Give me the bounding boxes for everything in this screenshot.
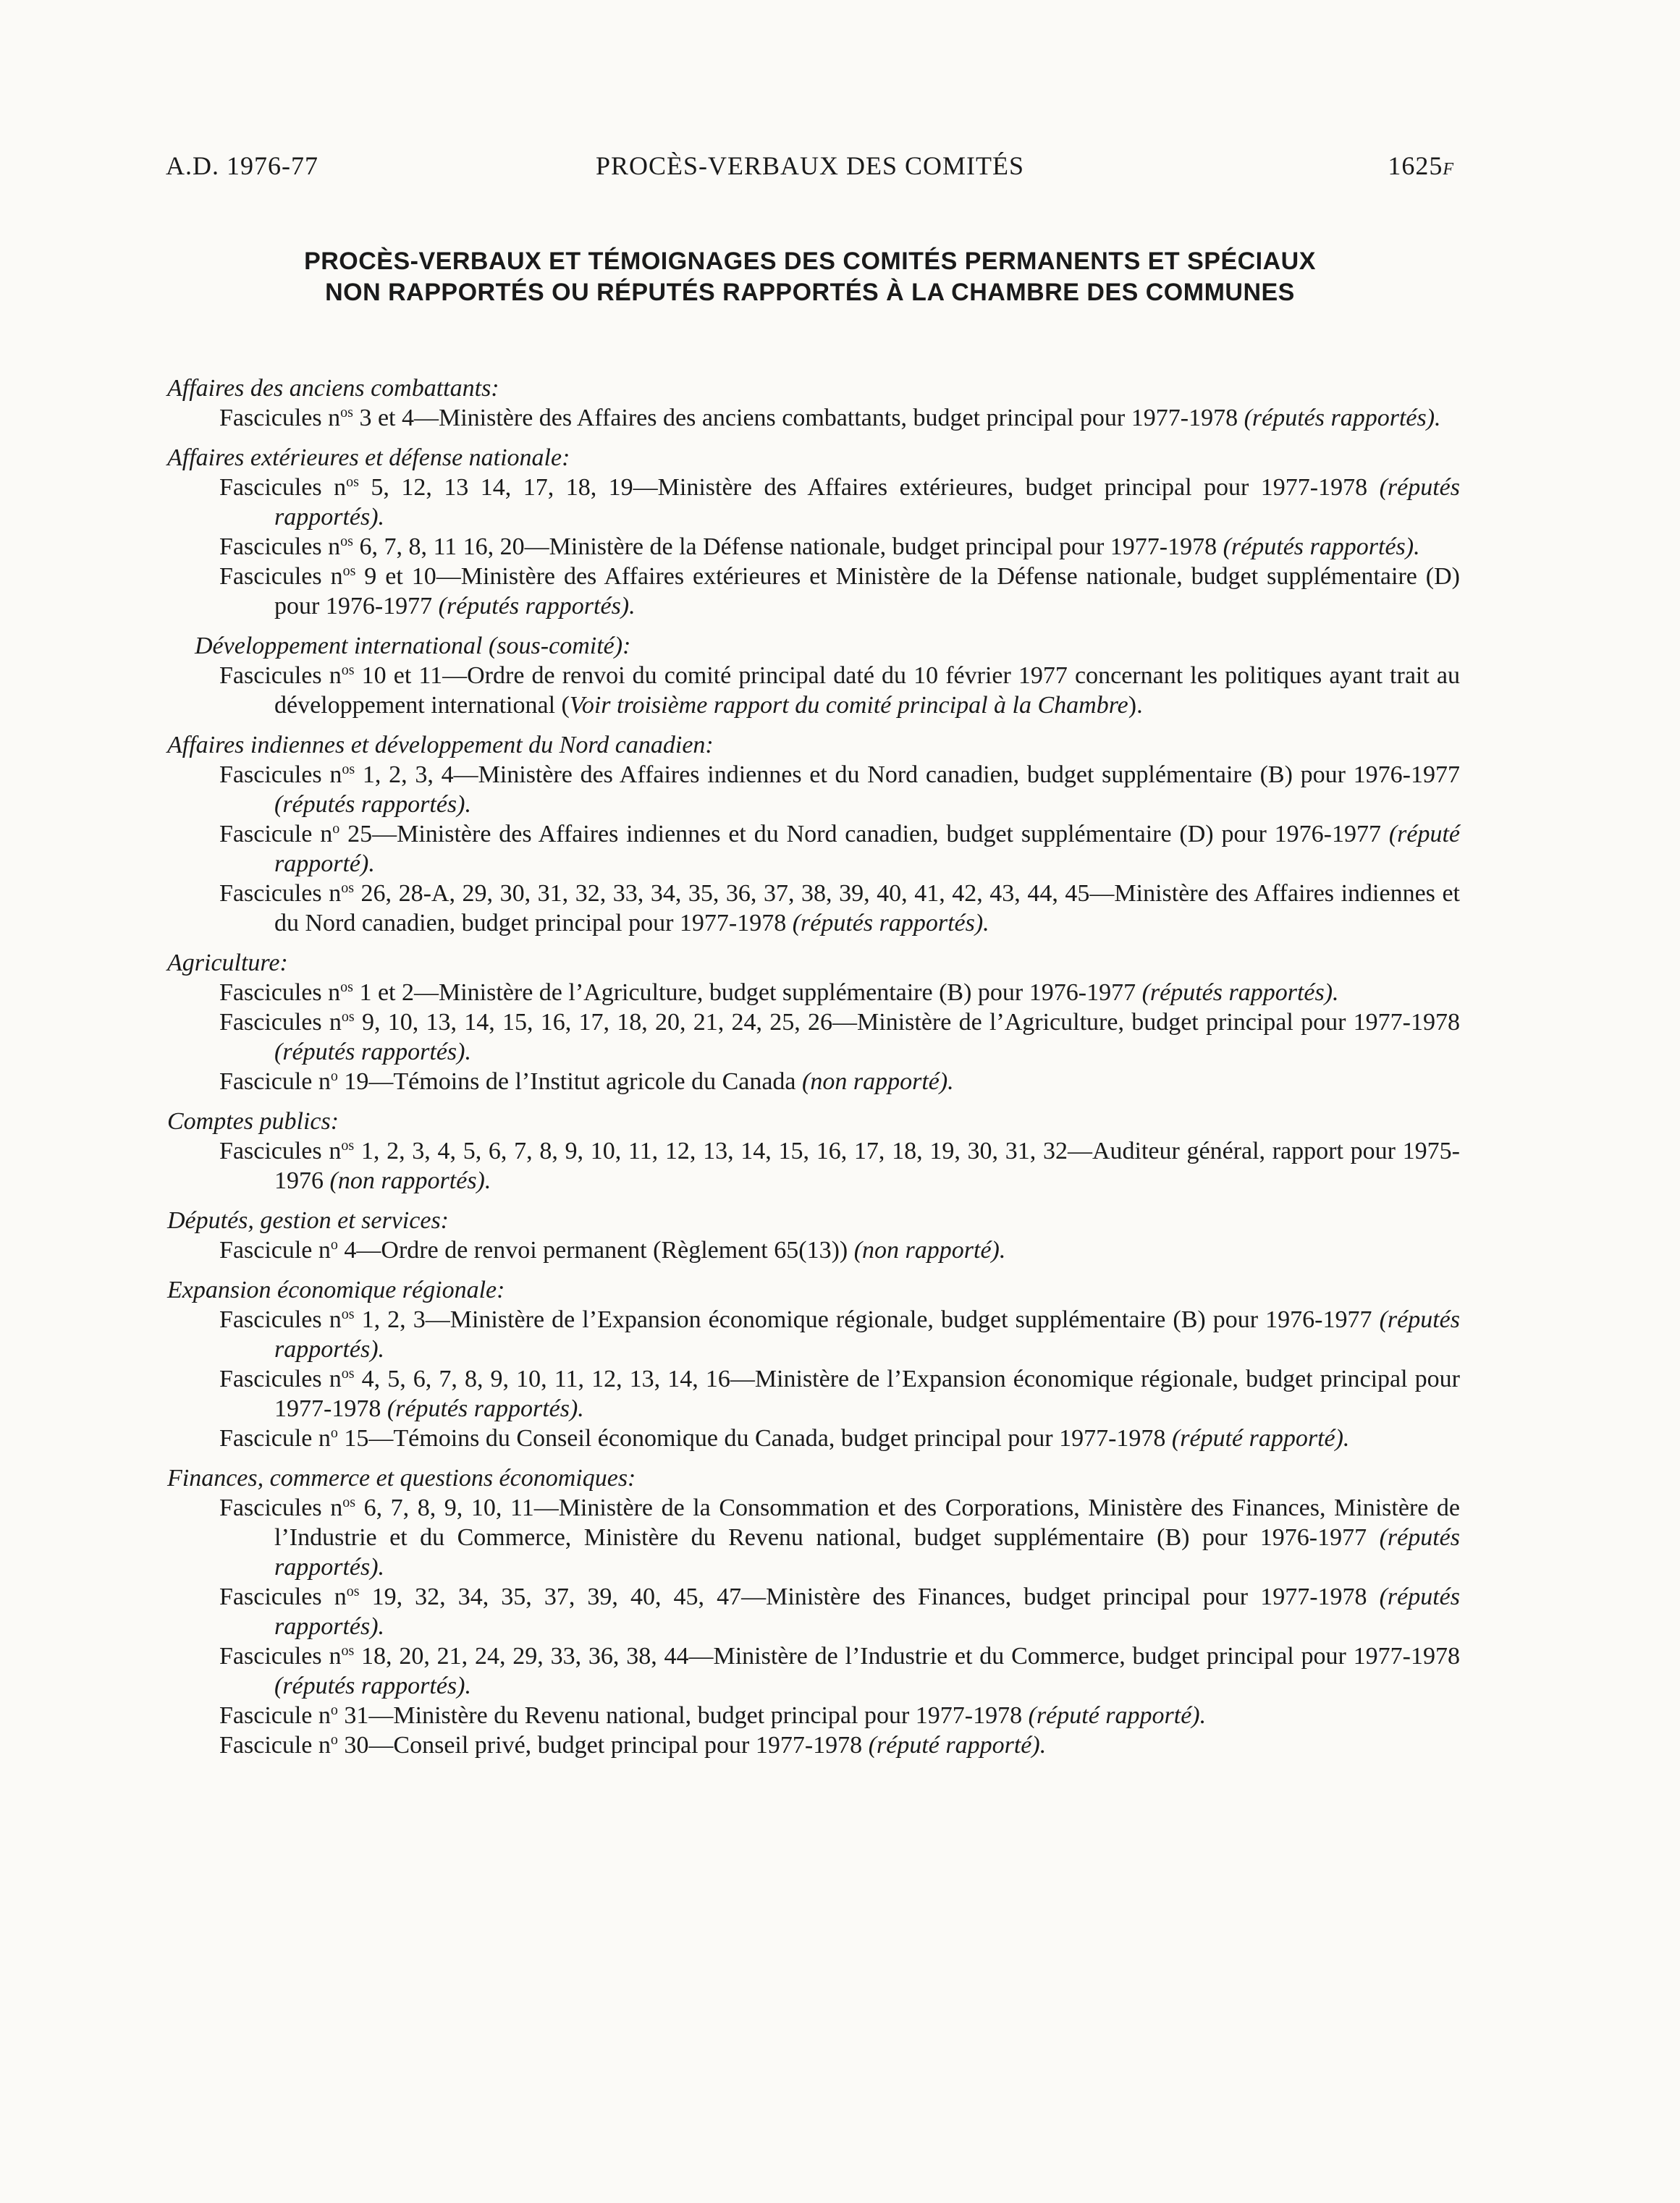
entry-number-sup: os xyxy=(341,1306,355,1322)
entry-number-sup: os xyxy=(341,662,355,678)
committee-section xyxy=(166,1463,1460,1760)
entry-text: 1, 2, 3, 4, 5, 6, 7, 8, 9, 10, 11, 12, 13, 14, 15, 16, 17, 18, 19, 30, 31, 32—Auditeur général, rapport pour 1975-1976 xyxy=(274,1138,1461,1194)
entry-status: (réputé rapporté). xyxy=(274,821,1460,877)
entry-label: Fascicules xyxy=(219,474,322,501)
entry-label: Fascicules xyxy=(219,662,322,689)
entry-label: Fascicules xyxy=(219,405,322,431)
entry-text: 30—Conseil privé, budget principal pour 1977-1978 xyxy=(337,1732,869,1759)
entry-status: (réputés rapportés). xyxy=(274,474,1460,530)
fascicule-entry: Fascicules $n^{os}$ 3 et 4—Ministère des Affaires des anciens combattants, budget principal pour 1977-1978 (réputés rapportés). xyxy=(219,405,1441,431)
committee-section xyxy=(166,1275,1460,1453)
section-title: Affaires des anciens combattants: xyxy=(167,375,499,402)
section-title: Agriculture: xyxy=(167,950,288,976)
committee-section xyxy=(166,443,1460,621)
page-number xyxy=(1388,151,1454,181)
committee-section xyxy=(166,730,1460,938)
entry-status: (réputés rapportés). xyxy=(1223,533,1420,560)
entry-status: (réputés rapportés). xyxy=(274,1524,1460,1581)
entry-text: 6, 7, 8, 11 16, 20—Ministère de la Défense nationale, budget principal pour 1977-1978 xyxy=(353,533,1223,560)
entry-text: 15—Témoins du Conseil économique du Canada, budget principal pour 1977-1978 xyxy=(337,1425,1172,1452)
entry-status: (réputé rapporté). xyxy=(868,1732,1047,1759)
entry-status: (réputés rapportés). xyxy=(387,1395,584,1422)
entry-label: Fascicule xyxy=(219,821,313,847)
entry-label: Fascicule xyxy=(219,1237,313,1264)
entry-number-sup: os xyxy=(342,761,355,777)
running-head-year: A.D. 1976-77 xyxy=(166,151,318,180)
entry-label: Fascicules xyxy=(219,1366,322,1392)
page-number-suffix: F xyxy=(1443,160,1454,179)
committee-section xyxy=(166,631,1460,720)
entry-label: Fascicule xyxy=(219,1732,313,1759)
entry-number-sup: o xyxy=(332,821,340,837)
entry-status: (réputés rapportés). xyxy=(274,1673,471,1699)
committee-list xyxy=(166,373,1460,1770)
fascicule-entry: Fascicules $n^{os}$ 4, 5, 6, 7, 8, 9, 10, 11, 12, 13, 14, 16—Ministère de l’Expansion économique régionale, budget principal pour 1977-1978 (réputés rapportés). xyxy=(219,1366,1461,1422)
entry-label: Fascicule xyxy=(219,1068,313,1095)
entry-status: (réputés rapportés). xyxy=(792,910,989,936)
section-title: Députés, gestion et services: xyxy=(167,1207,449,1234)
entry-status: (non rapporté). xyxy=(802,1068,954,1095)
entry-text: 5, 12, 13 14, 17, 18, 19—Ministère des Affaires extérieures, budget principal pour 1977-1978 xyxy=(358,474,1380,501)
entry-label: Fascicules xyxy=(219,1494,322,1521)
entry-label: Fascicules xyxy=(219,1583,322,1610)
page-title xyxy=(166,246,1454,308)
entry-label: Fascicules xyxy=(219,979,322,1006)
entry-number-sup: os xyxy=(340,979,353,995)
fascicule-entry: Fascicules $n^{os}$ 1, 2, 3—Ministère de l’Expansion économique régionale, budget supplémentaire (B) pour 1976-1977 (réputés rapportés). xyxy=(219,1306,1460,1363)
page-title-line-1: PROCÈS-VERBAUX ET TÉMOIGNAGES DES COMITÉS PERMANENTS ET SPÉCIAUX xyxy=(304,248,1316,275)
fascicule-entry: Fascicules $n^{os}$ 18, 20, 21, 24, 29, 33, 36, 38, 44—Ministère de l’Industrie et du Commerce, budget principal pour 1977-1978 (réputés rapportés). xyxy=(219,1643,1460,1699)
section-title: Développement international (sous-comité): xyxy=(195,633,631,659)
fascicule-entry: Fascicules $n^{os}$ 1, 2, 3, 4, 5, 6, 7, 8, 9, 10, 11, 12, 13, 14, 15, 16, 17, 18, 19, 30, 31, 32—Auditeur général, rapport pour 1975-1976 (non rapportés). xyxy=(219,1138,1461,1194)
entry-text: 26, 28-A, 29, 30, 31, 32, 33, 34, 35, 36, 37, 38, 39, 40, 41, 42, 43, 44, 45—Ministère des Affaires indiennes et du Nord canadien, budget principal pour 1977-1978 xyxy=(274,880,1460,936)
entry-number-sup: os xyxy=(342,1494,356,1510)
running-head xyxy=(166,151,1454,188)
fascicule-entry: Fascicules $n^{os}$ 26, 28-A, 29, 30, 31, 32, 33, 34, 35, 36, 37, 38, 39, 40, 41, 42, 43, 44, 45—Ministère des Affaires indiennes et du Nord canadien, budget principal pour 1977-1978 (réputés rapportés). xyxy=(219,880,1460,936)
committee-section xyxy=(166,1107,1460,1196)
entry-text: 9 et 10—Ministère des Affaires extérieures et Ministère de la Défense nationale, budget supplémentaire (D) pour 1976-1977 xyxy=(274,563,1460,620)
section-title: Finances, commerce et questions économiques: xyxy=(167,1465,636,1492)
section-title: Affaires indiennes et développement du Nord canadien: xyxy=(167,732,714,758)
entry-status: (réputé rapporté). xyxy=(1028,1702,1207,1729)
entry-status: (non rapportés). xyxy=(329,1167,491,1194)
entry-number-sup: os xyxy=(341,1138,355,1154)
running-head-title: PROCÈS-VERBAUX DES COMITÉS xyxy=(595,151,1025,180)
entry-text: 1, 2, 3, 4—Ministère des Affaires indiennes et du Nord canadien, budget supplémentaire (B) pour 1976-1977 xyxy=(355,761,1460,788)
entry-status: Voir troisième rapport du comité principal à la Chambre xyxy=(569,692,1128,719)
fascicule-entry: Fascicule $n^o$ 30—Conseil privé, budget principal pour 1977-1978 (réputé rapporté). xyxy=(219,1732,1047,1759)
entry-label: Fascicules xyxy=(219,1643,322,1670)
entry-status: (réputé rapporté). xyxy=(1171,1425,1350,1452)
entry-text: 19, 32, 34, 35, 37, 39, 40, 45, 47—Ministère des Finances, budget principal pour 1977-1978 xyxy=(359,1583,1380,1610)
entry-number-sup: os xyxy=(346,1583,360,1599)
fascicule-entry: Fascicules $n^{os}$ 5, 12, 13 14, 17, 18, 19—Ministère des Affaires extérieures, budget principal pour 1977-1978 (réputés rapportés). xyxy=(219,474,1460,530)
entry-status: (réputés rapportés). xyxy=(1141,979,1339,1006)
fascicule-entry: Fascicules $n^{os}$ 9, 10, 13, 14, 15, 16, 17, 18, 20, 21, 24, 25, 26—Ministère de l’Agriculture, budget principal pour 1977-1978 (réputés rapportés). xyxy=(219,1009,1460,1065)
fascicule-entry: Fascicules $n^{os}$ 1, 2, 3, 4—Ministère des Affaires indiennes et du Nord canadien, budget supplémentaire (B) pour 1976-1977 (réputés rapportés). xyxy=(219,761,1460,818)
entry-number-sup: os xyxy=(342,563,356,579)
entry-label: Fascicules xyxy=(219,1138,322,1164)
section-title: Comptes publics: xyxy=(167,1108,339,1135)
entry-label: Fascicules xyxy=(219,761,322,788)
entry-number-sup: o xyxy=(330,1237,338,1253)
entry-number-sup: os xyxy=(341,1643,355,1659)
fascicule-entry: Fascicules $n^{os}$ 6, 7, 8, 11 16, 20—Ministère de la Défense nationale, budget principal pour 1977-1978 (réputés rapportés). xyxy=(219,533,1420,560)
entry-label: Fascicules xyxy=(219,880,322,907)
entry-label: Fascicule xyxy=(219,1702,313,1729)
page-title-line-2: NON RAPPORTÉS OU RÉPUTÉS RAPPORTÉS À LA CHAMBRE DES COMMUNES xyxy=(325,279,1295,306)
section-title: Affaires extérieures et défense nationale: xyxy=(167,444,570,471)
entry-after: ). xyxy=(1128,692,1143,719)
entry-text: 4—Ordre de renvoi permanent (Règlement 65(13)) xyxy=(337,1237,854,1264)
entry-text: 31—Ministère du Revenu national, budget principal pour 1977-1978 xyxy=(337,1702,1029,1729)
entry-number-sup: os xyxy=(340,533,353,549)
entry-status: (réputés rapportés). xyxy=(274,1039,471,1065)
entry-number-sup: o xyxy=(330,1702,338,1718)
committee-section xyxy=(166,1206,1460,1265)
fascicule-entry: Fascicules $n^{os}$ 19, 32, 34, 35, 37, 39, 40, 45, 47—Ministère des Finances, budget principal pour 1977-1978 (réputés rapportés). xyxy=(219,1583,1461,1640)
entry-text: 1 et 2—Ministère de l’Agriculture, budget supplémentaire (B) pour 1976-1977 xyxy=(353,979,1142,1006)
entry-text: 6, 7, 8, 9, 10, 11—Ministère de la Consommation et des Corporations, Ministère des Finances, Ministère de l’Industrie et du Commerce, Ministère du Revenu national, budget supplémentaire (B) pour 1976-1977 xyxy=(274,1494,1460,1551)
fascicule-entry: Fascicules $n^{os}$ 9 et 10—Ministère des Affaires extérieures et Ministère de la Défense nationale, budget supplémentaire (D) pour 1976-1977 (réputés rapportés). xyxy=(219,563,1460,620)
entry-status: (réputés rapportés). xyxy=(274,1583,1461,1640)
entry-text: 10 et 11—Ordre de renvoi du comité principal daté du 10 février 1977 concernant les politiques ayant trait au développement international ( xyxy=(274,662,1460,719)
fascicule-entry: Fascicule $n^o$ 15—Témoins du Conseil économique du Canada, budget principal pour 1977-1978 (réputé rapporté). xyxy=(219,1425,1350,1452)
entry-number-sup: os xyxy=(341,1366,355,1382)
entry-number-sup: os xyxy=(340,405,353,420)
entry-number-sup: os xyxy=(341,880,354,896)
section-title: Expansion économique régionale: xyxy=(167,1277,505,1303)
entry-number-sup: o xyxy=(330,1425,338,1441)
entry-status: (réputés rapportés). xyxy=(274,791,471,818)
page-number-value: 1625 xyxy=(1388,151,1443,180)
entry-label: Fascicules xyxy=(219,533,322,560)
entry-status: (non rapporté). xyxy=(853,1237,1006,1264)
fascicule-entry: Fascicules $n^{os}$ 6, 7, 8, 9, 10, 11—Ministère de la Consommation et des Corporations, Ministère des Finances, Ministère de l’Industrie et du Commerce, Ministère du Revenu national, budget supplémentaire (B) pour 1976-1977 (réputés rapportés). xyxy=(219,1494,1460,1581)
entry-status: (réputés rapportés). xyxy=(1244,405,1441,431)
entry-status: (réputés rapportés). xyxy=(274,1306,1460,1363)
fascicule-entry: Fascicule $n^o$ 31—Ministère du Revenu national, budget principal pour 1977-1978 (réputé rapporté). xyxy=(219,1702,1207,1729)
fascicule-entry: Fascicule $n^o$ 19—Témoins de l’Institut agricole du Canada (non rapporté). xyxy=(219,1068,954,1095)
entry-number-sup: os xyxy=(346,474,359,490)
committee-section xyxy=(166,373,1460,433)
entry-label: Fascicules xyxy=(219,1306,322,1333)
entry-label: Fascicules xyxy=(219,1009,322,1036)
fascicule-entry: Fascicule $n^o$ 4—Ordre de renvoi permanent (Règlement 65(13)) (non rapporté). xyxy=(219,1237,1006,1264)
fascicule-entry: Fascicule $n^o$ 25—Ministère des Affaires indiennes et du Nord canadien, budget supplémentaire (D) pour 1976-1977 (réputé rapporté). xyxy=(219,821,1460,877)
entry-text: 25—Ministère des Affaires indiennes et du Nord canadien, budget supplémentaire (D) pour 1976-1977 xyxy=(339,821,1389,847)
entry-number-sup: o xyxy=(330,1732,338,1748)
committee-section xyxy=(166,948,1460,1096)
entry-label: Fascicules xyxy=(219,563,322,590)
entry-text: 3 et 4—Ministère des Affaires des anciens combattants, budget principal pour 1977-1978 xyxy=(353,405,1244,431)
entry-text: 1, 2, 3—Ministère de l’Expansion économique régionale, budget supplémentaire (B) pour 1976-1977 xyxy=(354,1306,1380,1333)
entry-number-sup: o xyxy=(330,1068,338,1084)
entry-label: Fascicule xyxy=(219,1425,313,1452)
entry-text: 9, 10, 13, 14, 15, 16, 17, 18, 20, 21, 24, 25, 26—Ministère de l’Agriculture, budget principal pour 1977-1978 xyxy=(354,1009,1460,1036)
entry-text: 19—Témoins de l’Institut agricole du Canada xyxy=(337,1068,803,1095)
entry-text: 18, 20, 21, 24, 29, 33, 36, 38, 44—Ministère de l’Industrie et du Commerce, budget principal pour 1977-1978 xyxy=(354,1643,1460,1670)
entry-number-sup: os xyxy=(341,1009,355,1025)
fascicule-entry: Fascicules $n^{os}$ 1 et 2—Ministère de l’Agriculture, budget supplémentaire (B) pour 1976-1977 (réputés rapportés). xyxy=(219,979,1339,1006)
fascicule-entry: Fascicules $n^{os}$ 10 et 11—Ordre de renvoi du comité principal daté du 10 février 1977 concernant les politiques ayant trait au développement international (Voir troisième rapport du comité principal à la Chambre). xyxy=(219,662,1460,719)
entry-status: (réputés rapportés). xyxy=(438,593,636,620)
entry-text: 4, 5, 6, 7, 8, 9, 10, 11, 12, 13, 14, 16—Ministère de l’Expansion économique régionale, budget principal pour 1977-1978 xyxy=(274,1366,1461,1422)
